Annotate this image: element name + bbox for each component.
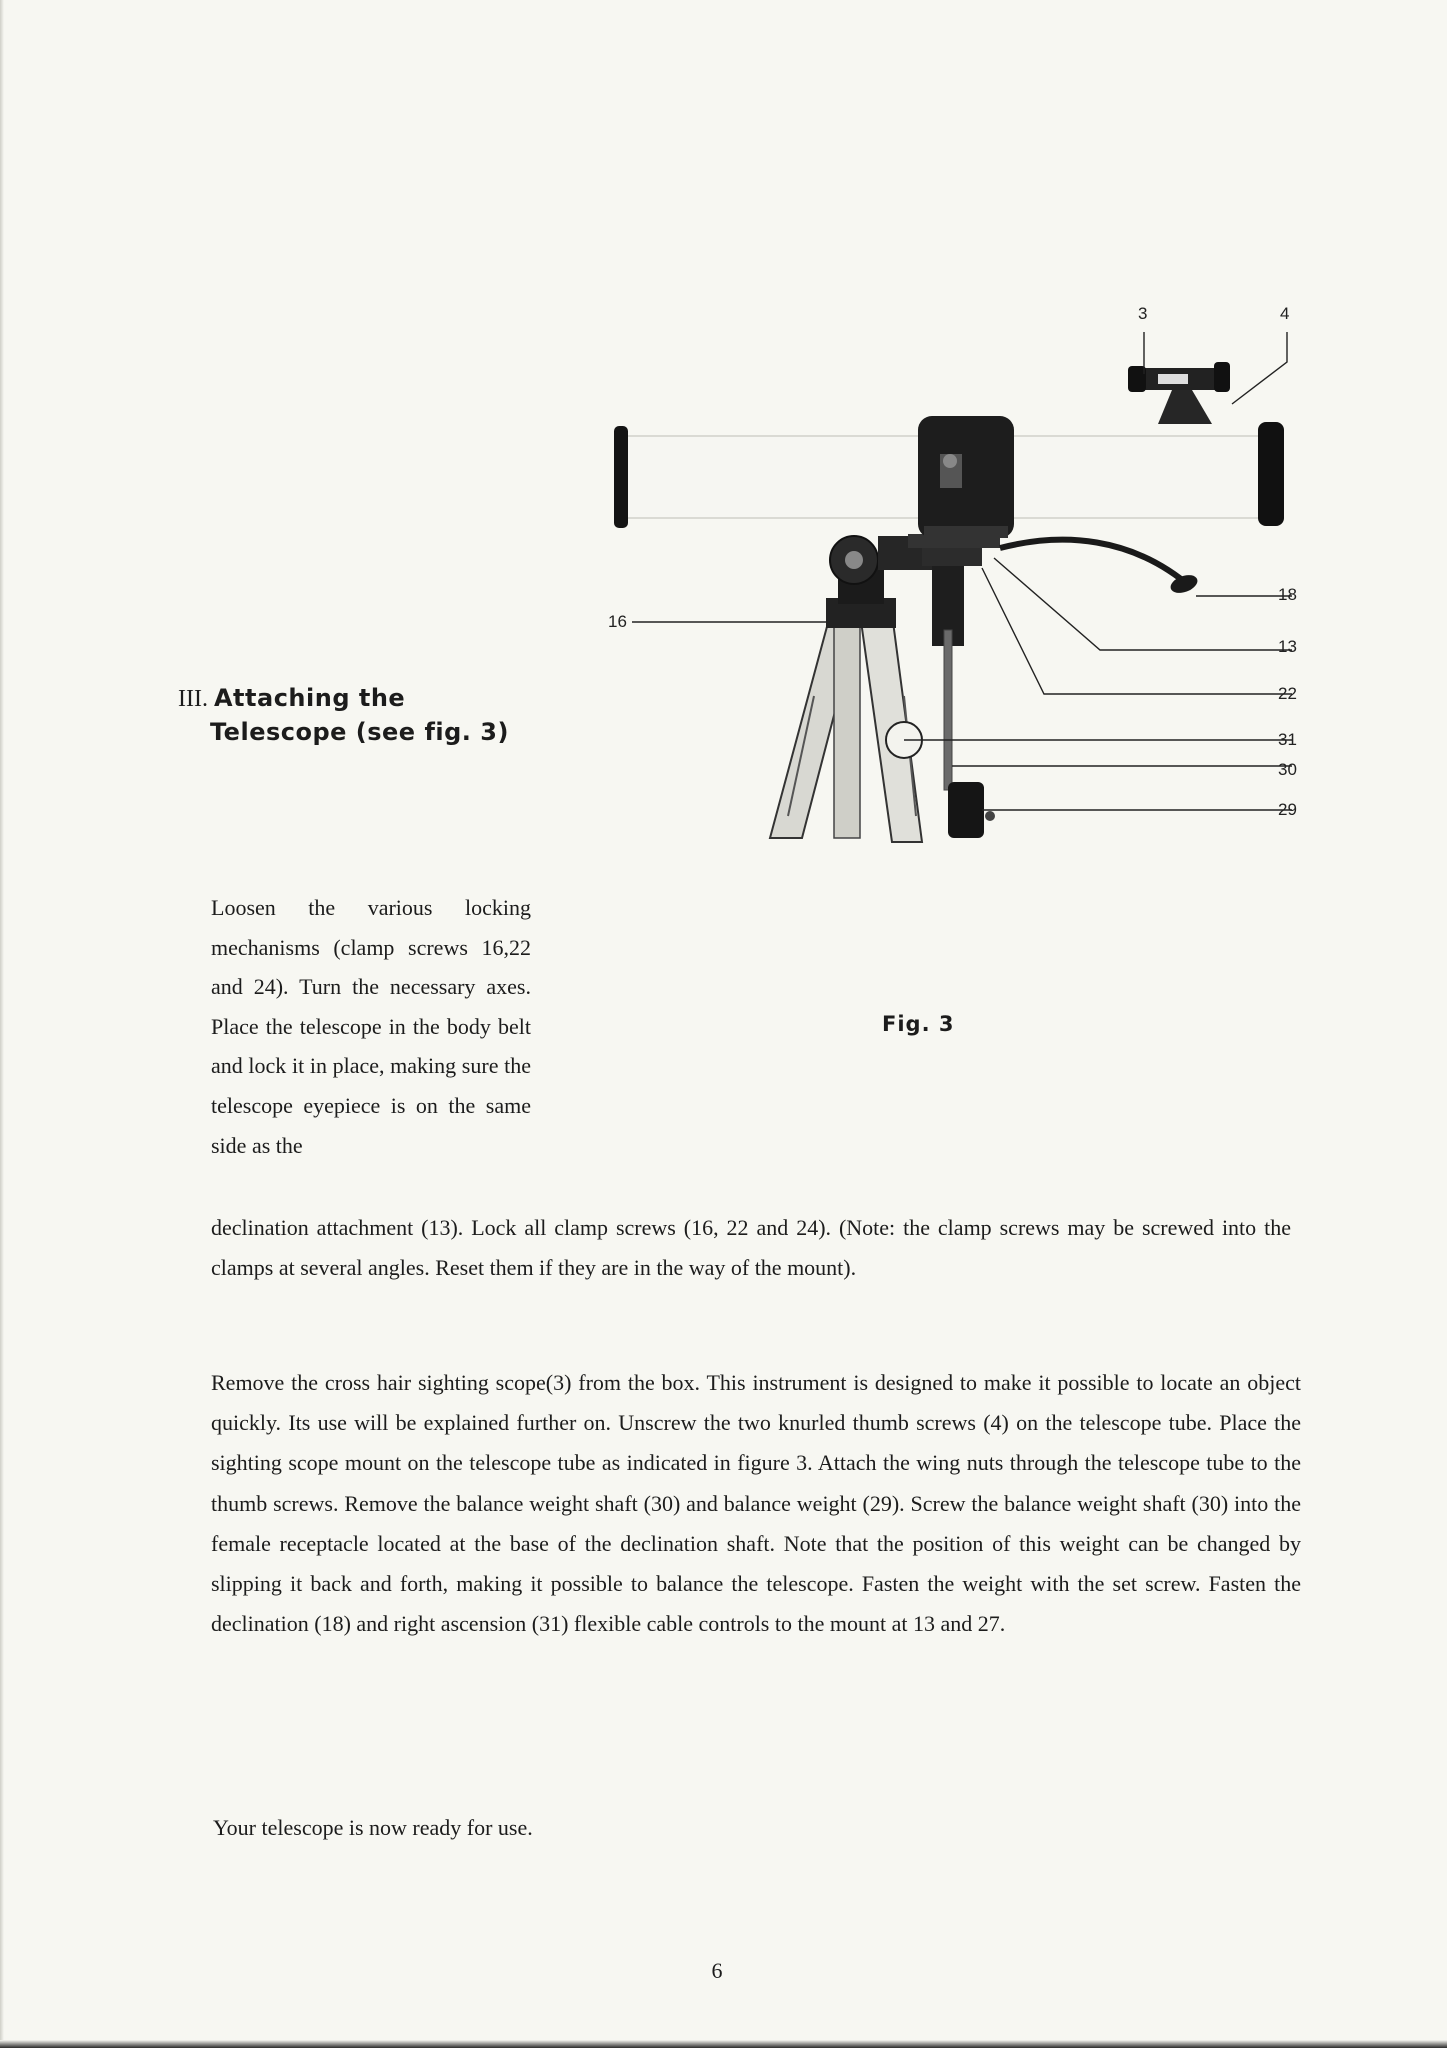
callout-22: 22 [1278, 684, 1297, 703]
callout-3: 3 [1138, 304, 1148, 323]
callout-18: 18 [1278, 585, 1297, 604]
section-title-line1: Attaching the [213, 684, 406, 712]
callout-13: 13 [1278, 637, 1297, 656]
intro-continuation-paragraph: declination attachment (13). Lock all clamp screws (16, 22 and 24). (Note: the clamp screws may be screwed into the clamps at several angles. Reset them if they are in the way of the mount). [211, 1215, 1291, 1280]
callout-31: 31 [1278, 730, 1297, 749]
page-bottom-edge [0, 2040, 1447, 2048]
telescope-tube-illustration [614, 416, 1284, 538]
page-number: 6 [711, 1958, 723, 1983]
intro-paragraph: Loosen the various locking mechanisms (clamp screws 16,22 and 24). Turn the necessary axes. Place the telescope in the body belt and lock it in place, making sure the telescope eyepiece is on the same side as the [211, 895, 531, 1158]
telescope-figure [592, 296, 1312, 852]
flex-cable-illustration [1000, 540, 1192, 588]
instructions-paragraph: Remove the cross hair sighting scope(3) from the box. This instrument is designed to make it possible to locate an object quickly. Its use will be explained further on. Unscrew the two knurled thumb screws (4) on the telescope tube. Place the sighting scope mount on the telescope tube as indicated in figure 3. Attach the wing nuts through the telescope tube to the thumb screws. Remove the balance weight shaft (30) and balance weight (29). Screw the balance weight shaft (30) into the female receptacle located at the base of the declination shaft. Note that the position of this weight can be changed by slipping it back and forth, making it possible to balance the telescope. Fasten the weight with the set screw. Fasten the declination (18) and right ascension (31) flexible cable controls to the mount at 13 and 27. [211, 1370, 1301, 1637]
section-heading [178, 682, 538, 749]
section-number: III. [178, 686, 208, 712]
figure-caption: Fig. 3 [882, 1012, 955, 1036]
callout-30: 30 [1278, 760, 1297, 779]
section-title-line2: Telescope (see fig. 3) [210, 718, 509, 746]
callout-29: 29 [1278, 800, 1297, 819]
callout-16: 16 [608, 612, 627, 631]
callout-4: 4 [1280, 304, 1290, 323]
closing-paragraph: Your telescope is now ready for use. [213, 1815, 533, 1840]
page-edge [0, 0, 4, 2048]
